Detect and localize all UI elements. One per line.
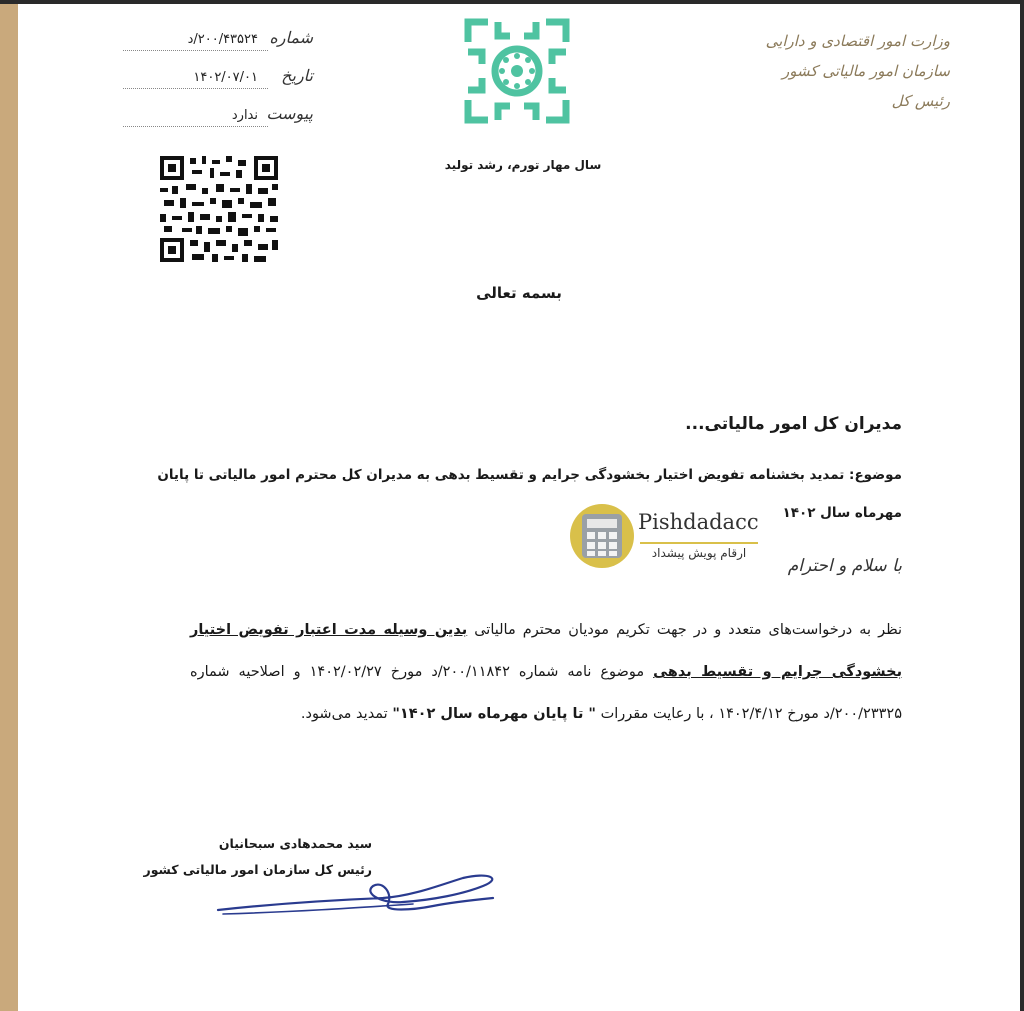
letter-body (190, 609, 902, 735)
letter-page (18, 4, 1020, 1011)
body-text: نظر به درخواست‌های متعدد و در جهت تکریم مودیان محترم مالیاتی (467, 622, 903, 638)
subject-line: موضوع: تمدید بخشنامه تفویض اختیار بخشودگی جرایم و تقسیط بدهی به مدیران کل محترم امور مالیاتی تا پایان مهرماه سال ۱۴۰۲ (157, 467, 902, 521)
year-slogan: سال مهار تورم، رشد تولید (444, 158, 602, 172)
bismillah-heading: بسمه تعالی (476, 284, 562, 302)
body-text: تمدید می‌شود. (300, 706, 393, 722)
body-text: موضوع نامه شماره ۲۰۰/۱۱۸۴۲/د مورخ ۱۴۰۲/۰۲/۲۷ و اصلاحیه شماره ۲۰۰/۲۳۳۲۵/د مورخ ۱۴۰۲/۴/۱۲ ، با رعایت مقررات (190, 664, 902, 722)
watermark (570, 504, 760, 572)
watermark-subtitle: ارقام پویش پیشداد (651, 546, 747, 560)
attachment-value: ندارد (231, 108, 258, 123)
body-emphasis: " تا پایان مهرماه سال ۱۴۰۲" (392, 706, 596, 722)
attachment-row (123, 100, 313, 138)
tax-organization-logo (458, 12, 576, 130)
body-emphasis-underlined: بدین وسیله مدت اعتبار تفویض اختیار بخشودگی جرایم و تقسیط بدهی (190, 622, 903, 680)
letter-meta (123, 24, 313, 138)
watermark-underline (640, 542, 758, 544)
qr-code (158, 154, 280, 264)
dotted-line (123, 88, 268, 89)
number-value: ۲۰۰/۴۳۵۲۴/د (187, 32, 258, 47)
number-label: شماره (269, 28, 313, 47)
signatory-name: سید محمدهادی سبحانیان (218, 836, 372, 851)
date-row (123, 62, 313, 100)
dotted-line (123, 50, 268, 51)
watermark-name: Pishdadacc (638, 510, 759, 534)
signatory-title: رئیس کل سازمان امور مالیاتی کشور (143, 862, 372, 877)
addressee: مدیران کل امور مالیاتی... (685, 414, 902, 434)
number-row (123, 24, 313, 62)
salutation: با سلام و احترام (787, 556, 902, 576)
page-edge-right (1020, 0, 1024, 1011)
handwritten-signature (213, 864, 523, 924)
date-label: تاریخ (281, 66, 313, 85)
dotted-line (123, 126, 268, 127)
ministry-heading (730, 26, 950, 116)
attachment-label: پیوست (266, 104, 313, 123)
date-value: ۱۴۰۲/۰۷/۰۱ (193, 70, 258, 85)
head-title-line: رئیس کل (891, 92, 950, 110)
organization-line: سازمان امور مالیاتی کشور (782, 62, 950, 80)
calculator-icon (582, 514, 622, 558)
ministry-line: وزارت امور اقتصادی و دارایی (765, 32, 950, 50)
page-edge-left (0, 0, 18, 1011)
